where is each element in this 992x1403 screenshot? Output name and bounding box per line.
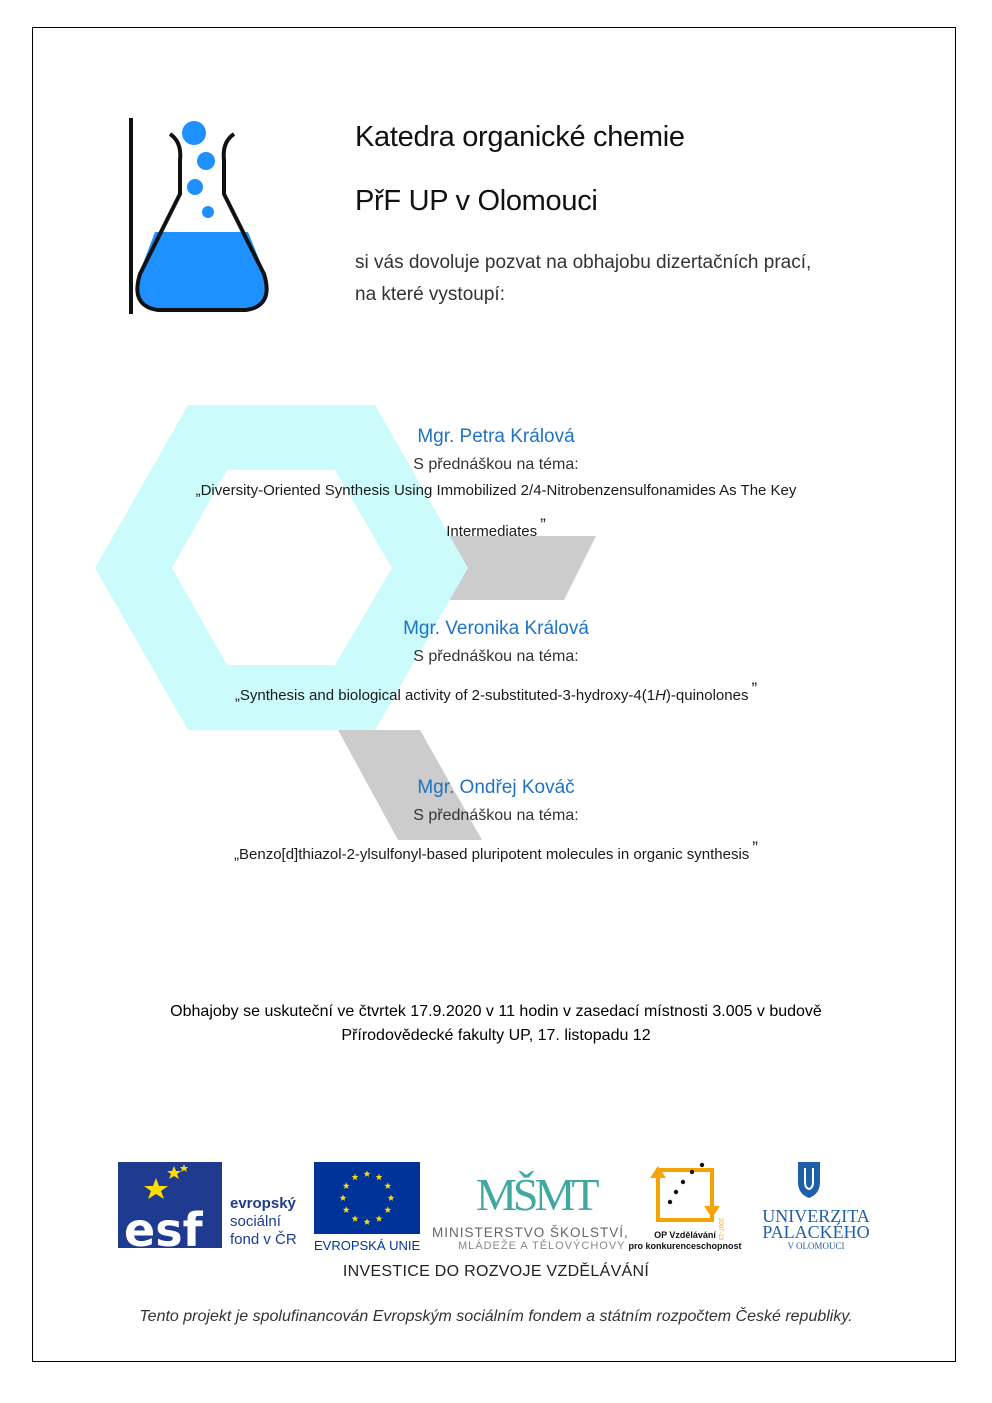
msmt-mark: MŠMT	[476, 1169, 596, 1220]
defense-line-1: Obhajoby se uskuteční ve čtvrtek 17.9.2020 v 11 hodin v zasedací místnosti 3.005 v budově	[170, 1003, 822, 1020]
op-line-1: OP Vzdělávání	[654, 1230, 716, 1240]
esf-logo	[118, 1162, 297, 1257]
sponsor-logos	[118, 1158, 878, 1258]
op-years: 2007-13	[717, 1218, 723, 1241]
topic-text-italic: H	[655, 687, 666, 704]
lecture-topic	[0, 831, 992, 872]
msmt-logo	[432, 1169, 629, 1252]
speaker-block	[0, 618, 992, 713]
lecture-topic	[0, 672, 992, 713]
funding-note: Tento projekt je spolufinancován Evropským sociálním fondem a státním rozpočtem České republiky.	[139, 1308, 853, 1325]
quote-open: „	[234, 687, 240, 704]
speaker-name: Mgr. Ondřej Kováč	[417, 777, 575, 798]
topic-text-post: )-quinolones	[665, 687, 749, 704]
bubble-medium	[197, 152, 215, 170]
esf-letters: esf	[124, 1203, 203, 1257]
msmt-line-1: MINISTERSTVO ŠKOLSTVÍ,	[432, 1225, 629, 1240]
eu-label: EVROPSKÁ UNIE	[314, 1238, 421, 1253]
upol-line-1: UNIVERZITA	[762, 1206, 870, 1226]
lecture-topic	[0, 474, 992, 549]
op-line-2: pro konkurenceschopnost	[628, 1241, 742, 1251]
speaker-block	[0, 777, 992, 872]
op-logo	[628, 1163, 741, 1251]
speaker-name: Mgr. Veronika Králová	[403, 618, 589, 639]
esf-line-2: sociální	[230, 1213, 281, 1230]
invitation-text	[355, 247, 811, 311]
bubble-small-1	[187, 179, 203, 195]
invitation-line-1: si vás dovoluje pozvat na obhajobu dizertačních prací,	[355, 252, 812, 273]
esf-line-3: fond v ČR	[230, 1231, 297, 1248]
eu-flag-logo	[314, 1162, 421, 1253]
bubble-small-2	[202, 206, 214, 218]
flask-icon	[122, 114, 282, 319]
quote-close: ”	[752, 838, 758, 857]
investice-slogan: INVESTICE DO ROZVOJE VZDĚLÁVÁNÍ	[342, 1263, 650, 1280]
quote-close: ”	[540, 515, 546, 534]
topic-line-1: Diversity-Oriented Synthesis Using Immobilized 2/4-Nitrobenzensulfonamides As The Key	[200, 482, 797, 499]
topic-text: Benzo[d]thiazol-2-ylsulfonyl-based pluripotent molecules in organic synthesis	[239, 846, 750, 863]
speaker-block	[0, 426, 992, 549]
quote-open: „	[195, 482, 201, 499]
invitation-line-2: na které vystoupí:	[355, 284, 505, 305]
speaker-name: Mgr. Petra Králová	[417, 426, 575, 447]
bubble-large	[182, 121, 206, 145]
faculty-title: PřF UP v Olomouci	[355, 185, 598, 217]
department-title: Katedra organické chemie	[355, 121, 685, 153]
upol-line-3: V OLOMOUCI	[787, 1241, 845, 1251]
topic-text-pre: Synthesis and biological activity of 2-substituted-3-hydroxy-4(1	[239, 687, 656, 704]
msmt-line-2: MLÁDEŽE A TĚLOVÝCHOVY	[458, 1240, 626, 1252]
lecture-label: S přednáškou na téma:	[413, 648, 579, 665]
upol-line-2: PALACKÉHO	[762, 1222, 870, 1242]
topic-line-2: Intermediates	[446, 523, 538, 540]
lecture-label: S přednáškou na téma:	[413, 456, 579, 473]
esf-line-1: evropský	[230, 1195, 296, 1212]
defense-line-2: Přírodovědecké fakulty UP, 17. listopadu 12	[341, 1027, 651, 1044]
lecture-label: S přednáškou na téma:	[413, 807, 579, 824]
upol-logo	[762, 1162, 870, 1251]
defense-info	[0, 1000, 992, 1048]
quote-close: ”	[751, 679, 758, 698]
quote-open: „	[234, 846, 240, 863]
